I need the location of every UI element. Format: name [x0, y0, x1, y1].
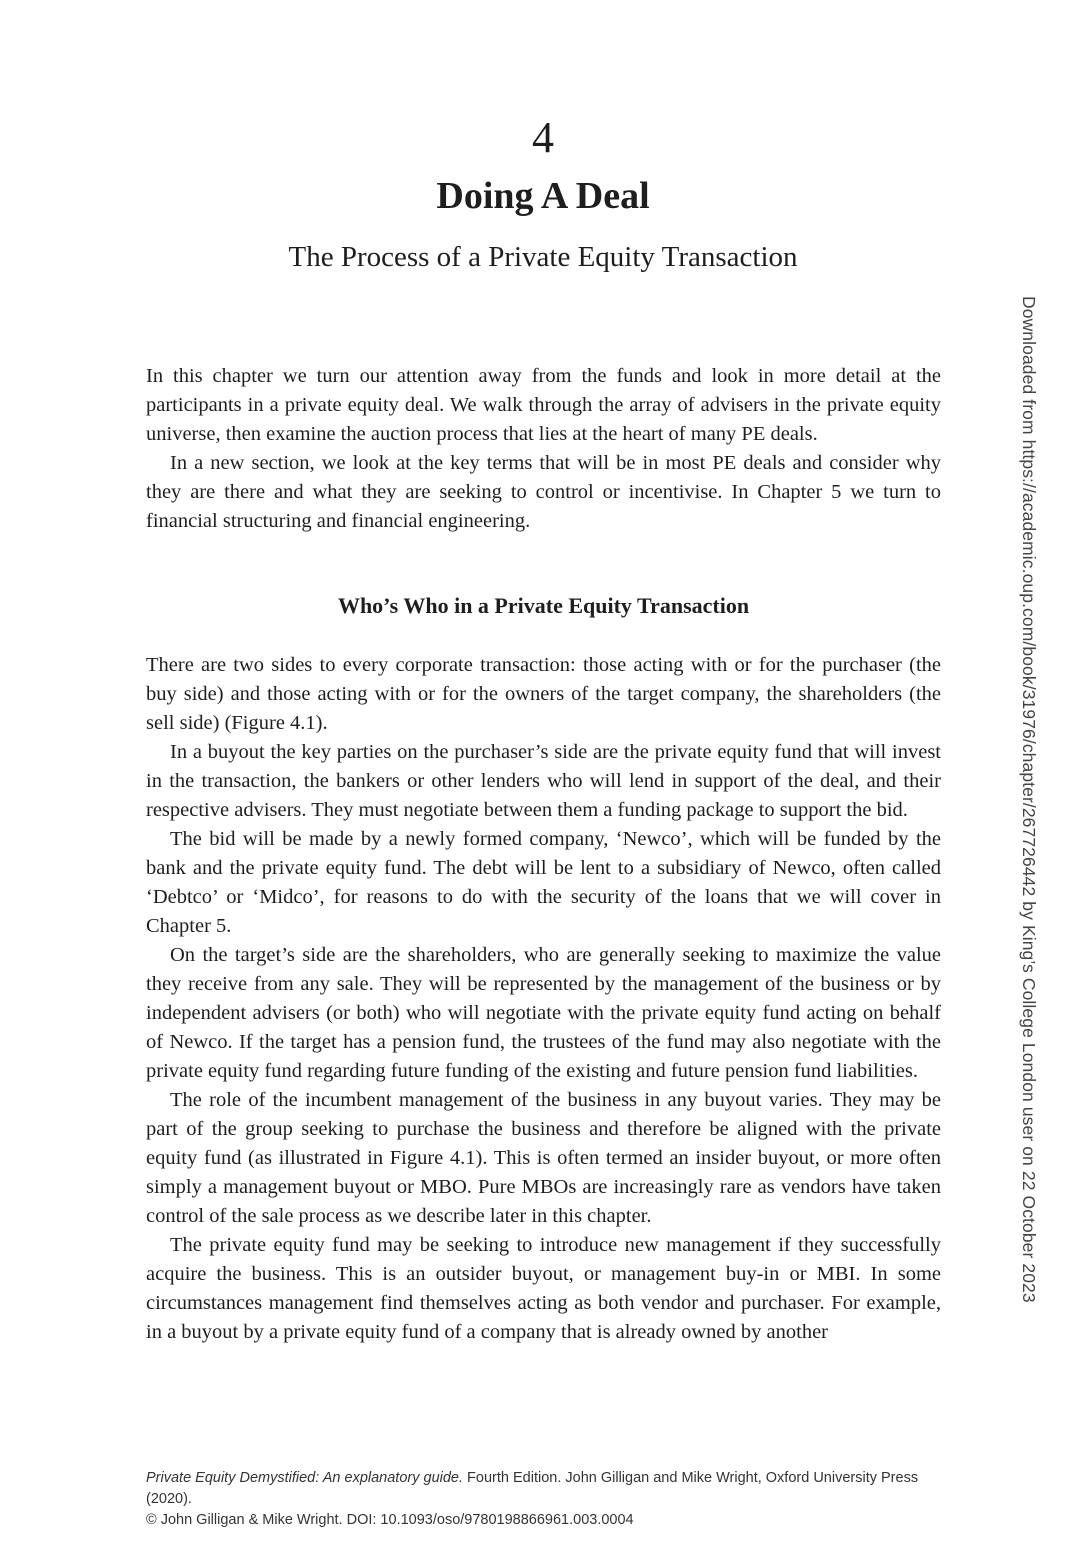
body-paragraph: The bid will be made by a newly formed company, ‘Newco’, which will be funded by the bank and the private equity fund. The debt will be lent to a subsidiary of Newco, often called ‘Debtco’ or ‘Midco’, for reasons to do with the security of the loans that we will cover in Chapter 5. — [146, 828, 941, 937]
body-paragraph: In a buyout the key parties on the purchaser’s side are the private equity fund that will invest in the transaction, the bankers or other lenders who will lend in support of the deal, and their respective advisers. They must negotiate between them a funding package to support the bid. — [146, 741, 941, 821]
section-body — [146, 651, 941, 1347]
chapter-introduction — [146, 362, 941, 536]
footer-book-title: Private Equity Demystified: An explanatory guide. — [146, 1470, 464, 1486]
download-watermark: Downloaded from https://academic.oup.com/book/31976/chapter/267726442 by King’s College London user on 22 October 2023 — [1019, 296, 1039, 1303]
chapter-title: Doing A Deal — [436, 175, 650, 217]
body-paragraph: On the target’s side are the shareholders, who are generally seeking to maximize the value they receive from any sale. They will be represented by the management of the business or by independent advisers (or both) who will negotiate with the private equity fund acting on behalf of Newco. If the target has a pension fund, the trustees of the fund may also negotiate with the private equity fund regarding future funding of the existing and future pension fund liabilities. — [146, 944, 941, 1082]
section-heading: Who’s Who in a Private Equity Transaction — [337, 593, 750, 618]
body-paragraph: The role of the incumbent management of the business in any buyout varies. They may be part of the group seeking to purchase the business and therefore be aligned with the private equity fund (as illustrated in Figure 4.1). This is often termed an insider buyout, or more often simply a management buyout or MBO. Pure MBOs are increasingly rare as vendors have taken control of the sale process as we describe later in this chapter. — [146, 1089, 941, 1227]
intro-paragraph: In this chapter we turn our attention away from the funds and look in more detail at the participants in a private equity deal. We walk through the array of advisers in the private equity universe, then examine the auction process that lies at the heart of many PE deals. — [146, 365, 941, 445]
footer-copyright: © John Gilligan & Mike Wright. DOI: 10.1093/oso/9780198866961.003.0004 — [146, 1512, 634, 1528]
footer-citation-line — [146, 1468, 966, 1510]
footer-citation: Fourth Edition. John Gilligan and Mike Wright, Oxford University Press (2020). — [146, 1470, 919, 1507]
body-paragraph: There are two sides to every corporate transaction: those acting with or for the purchaser (the buy side) and those acting with or for the owners of the target company, the shareholders (the sell side) (Figure 4.1). — [146, 654, 941, 734]
page-footer — [146, 1468, 966, 1531]
body-paragraph: The private equity fund may be seeking to introduce new management if they successfully acquire the business. This is an outsider buyout, or management buy-in or MBI. In some circumstances management find themselves acting as both vendor and purchaser. For example, in a buyout by a private equity fund of a company that is already owned by another — [146, 1234, 941, 1343]
intro-paragraph: In a new section, we look at the key terms that will be in most PE deals and consider why they are there and what they are seeking to control or incentivise. In Chapter 5 we turn to financial structuring and financial engineering. — [146, 452, 941, 532]
chapter-subtitle: The Process of a Private Equity Transaction — [288, 241, 798, 273]
chapter-number: 4 — [532, 113, 554, 162]
